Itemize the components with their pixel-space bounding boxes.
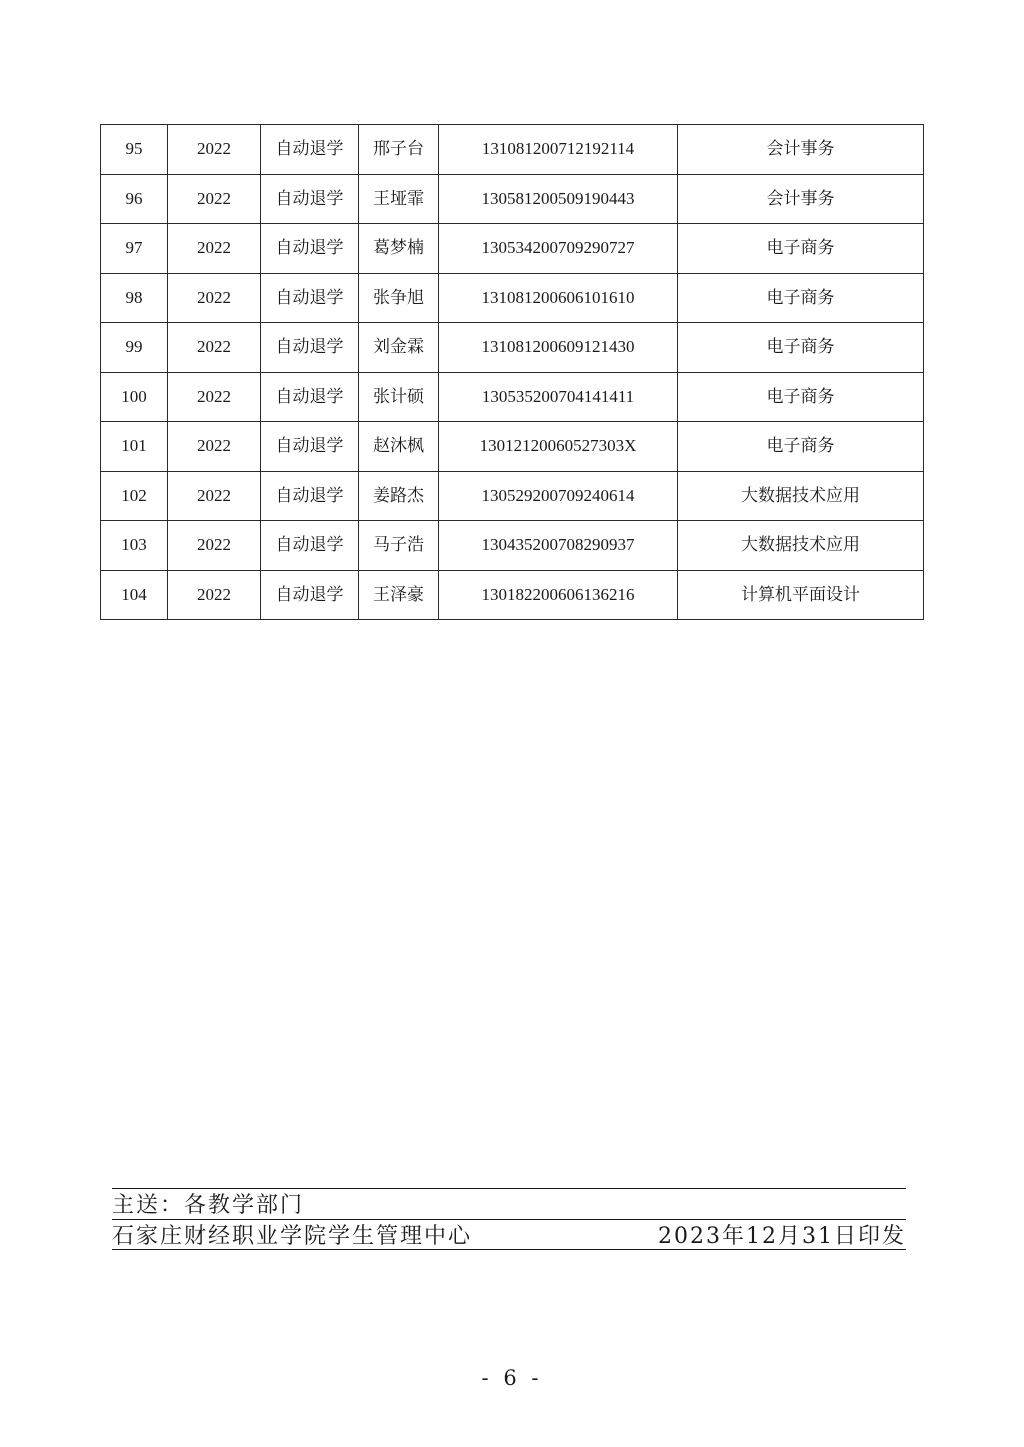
table-row xyxy=(101,471,924,521)
row-number: 96 xyxy=(101,174,168,224)
student-name: 张争旭 xyxy=(359,273,439,323)
issuer-name: 石家庄财经职业学院学生管理中心 xyxy=(112,1224,473,1249)
enrollment-year: 2022 xyxy=(168,224,261,274)
enrollment-year: 2022 xyxy=(168,570,261,620)
student-name: 王垭霏 xyxy=(359,174,439,224)
enrollment-year: 2022 xyxy=(168,125,261,175)
table-body xyxy=(101,125,924,620)
student-name: 刘金霖 xyxy=(359,323,439,373)
id-number: 130534200709290727 xyxy=(439,224,678,274)
major: 电子商务 xyxy=(678,422,924,472)
row-number: 100 xyxy=(101,372,168,422)
major: 电子商务 xyxy=(678,372,924,422)
table-row xyxy=(101,372,924,422)
id-number: 131081200609121430 xyxy=(439,323,678,373)
id-number: 131081200606101610 xyxy=(439,273,678,323)
table-row xyxy=(101,224,924,274)
major: 大数据技术应用 xyxy=(678,471,924,521)
enrollment-year: 2022 xyxy=(168,174,261,224)
status: 自动退学 xyxy=(261,224,359,274)
status: 自动退学 xyxy=(261,273,359,323)
student-name: 邢子台 xyxy=(359,125,439,175)
table-row xyxy=(101,323,924,373)
student-name: 张计硕 xyxy=(359,372,439,422)
issue-date: 2023年12月31日印发 xyxy=(658,1224,906,1249)
student-name: 葛梦楠 xyxy=(359,224,439,274)
id-number: 130182200606136216 xyxy=(439,570,678,620)
row-number: 101 xyxy=(101,422,168,472)
enrollment-year: 2022 xyxy=(168,521,261,571)
status: 自动退学 xyxy=(261,471,359,521)
major: 大数据技术应用 xyxy=(678,521,924,571)
recipients-text: 主送：各教学部门 xyxy=(112,1193,305,1218)
row-number: 98 xyxy=(101,273,168,323)
status: 自动退学 xyxy=(261,323,359,373)
student-name: 王泽豪 xyxy=(359,570,439,620)
id-number: 13012120060527303X xyxy=(439,422,678,472)
student-name: 赵沐枫 xyxy=(359,422,439,472)
footer-bottom-rule xyxy=(112,1249,906,1250)
enrollment-year: 2022 xyxy=(168,273,261,323)
row-number: 97 xyxy=(101,224,168,274)
withdrawal-table xyxy=(100,124,924,620)
row-number: 99 xyxy=(101,323,168,373)
table-row xyxy=(101,174,924,224)
recipients-line xyxy=(112,1193,906,1219)
issuer-line xyxy=(112,1224,906,1250)
status: 自动退学 xyxy=(261,372,359,422)
enrollment-year: 2022 xyxy=(168,471,261,521)
table-row xyxy=(101,125,924,175)
major: 计算机平面设计 xyxy=(678,570,924,620)
major: 会计事务 xyxy=(678,125,924,175)
major: 电子商务 xyxy=(678,323,924,373)
status: 自动退学 xyxy=(261,125,359,175)
major: 会计事务 xyxy=(678,174,924,224)
status: 自动退学 xyxy=(261,174,359,224)
id-number: 130529200709240614 xyxy=(439,471,678,521)
page-number: - 6 - xyxy=(481,1366,543,1390)
row-number: 103 xyxy=(101,521,168,571)
major: 电子商务 xyxy=(678,224,924,274)
id-number: 130435200708290937 xyxy=(439,521,678,571)
table-row xyxy=(101,570,924,620)
row-number: 95 xyxy=(101,125,168,175)
row-number: 104 xyxy=(101,570,168,620)
major: 电子商务 xyxy=(678,273,924,323)
student-name: 姜路杰 xyxy=(359,471,439,521)
status: 自动退学 xyxy=(261,570,359,620)
id-number: 130535200704141411 xyxy=(439,372,678,422)
enrollment-year: 2022 xyxy=(168,323,261,373)
table-row xyxy=(101,521,924,571)
status: 自动退学 xyxy=(261,521,359,571)
id-number: 130581200509190443 xyxy=(439,174,678,224)
id-number: 131081200712192114 xyxy=(439,125,678,175)
status: 自动退学 xyxy=(261,422,359,472)
table-row xyxy=(101,273,924,323)
enrollment-year: 2022 xyxy=(168,372,261,422)
student-name: 马子浩 xyxy=(359,521,439,571)
table-row xyxy=(101,422,924,472)
enrollment-year: 2022 xyxy=(168,422,261,472)
row-number: 102 xyxy=(101,471,168,521)
footer-top-rule xyxy=(112,1188,906,1189)
footer-middle-rule xyxy=(112,1219,906,1220)
